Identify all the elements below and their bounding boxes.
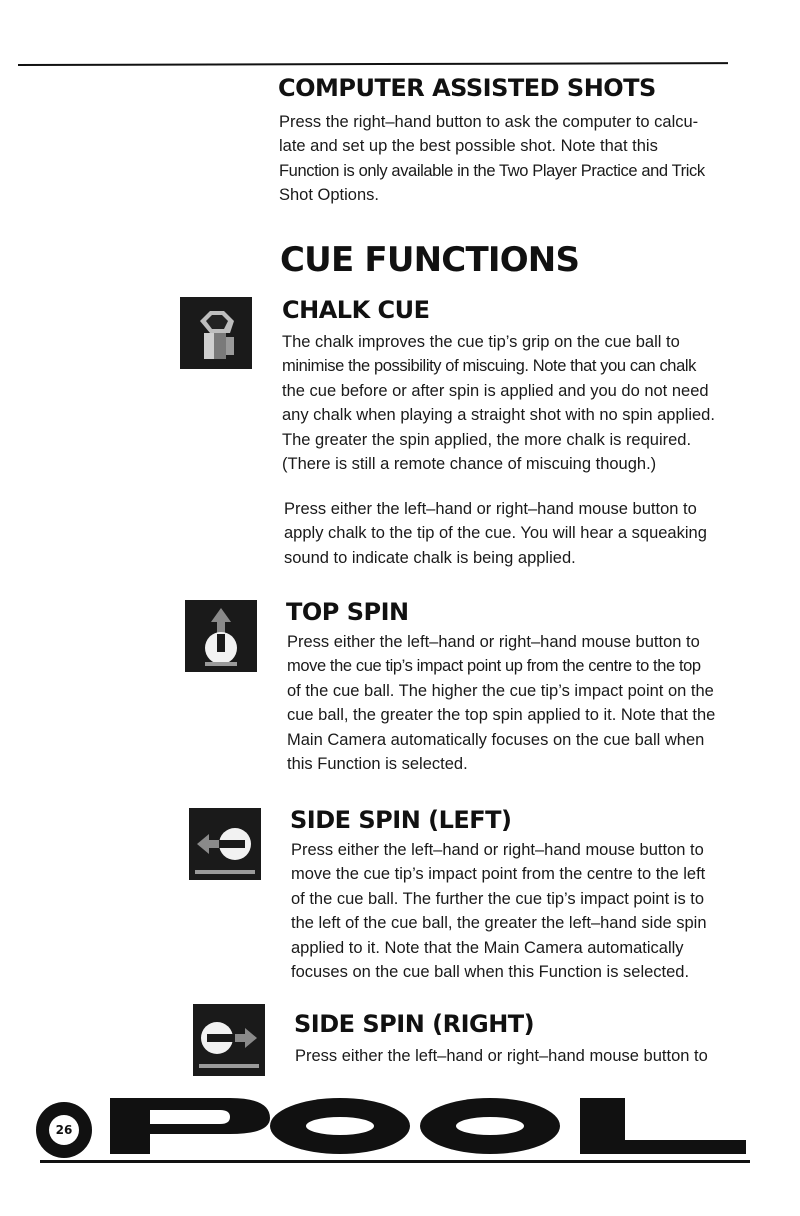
text-line: Press the right–hand button to ask the computer to calcu- bbox=[279, 113, 699, 131]
cue-functions-heading: CUE FUNCTIONS bbox=[280, 240, 580, 280]
page-number: 26 bbox=[49, 1115, 79, 1145]
top-spin-heading: TOP SPIN bbox=[286, 598, 409, 626]
text-line: sound to indicate chalk is being applied. bbox=[284, 548, 576, 567]
text-line: Press either the left–hand or right–hand mouse button to bbox=[295, 1047, 708, 1065]
text-line: Shot Options. bbox=[279, 186, 379, 205]
text-line: focuses on the cue ball when this Function is selected. bbox=[291, 963, 690, 982]
text-line: The chalk improves the cue tip’s grip on the cue ball to bbox=[282, 333, 680, 351]
text-line: (There is still a remote chance of miscuing though.) bbox=[282, 455, 657, 474]
text-line: move the cue tip’s impact point from the centre to the left bbox=[291, 865, 706, 884]
text-line: of the cue ball. The higher the cue tip’s impact point on the bbox=[287, 681, 714, 700]
text-line: the cue before or after spin is applied and you do not need bbox=[282, 381, 709, 400]
text-line: Press either the left–hand or right–hand mouse button to bbox=[287, 633, 700, 651]
top-spin-text bbox=[287, 630, 757, 776]
text-line: this Function is selected. bbox=[287, 755, 468, 774]
pool-logo bbox=[110, 1094, 750, 1158]
chalk-cue-text-1 bbox=[282, 330, 752, 476]
side-spin-left-text bbox=[291, 838, 761, 984]
side-spin-left-heading: SIDE SPIN (LEFT) bbox=[290, 806, 512, 834]
text-line: late and set up the best possible shot. Note that this bbox=[279, 137, 658, 156]
text-line: of the cue ball. The further the cue tip’s impact point is to bbox=[291, 889, 705, 908]
page-number-badge bbox=[36, 1102, 92, 1158]
side-spin-right-icon bbox=[193, 1004, 265, 1076]
text-line: Main Camera automatically focuses on the cue ball when bbox=[287, 730, 705, 749]
computer-assisted-text bbox=[279, 110, 749, 208]
text-line: Press either the left–hand or right–hand mouse button to bbox=[291, 841, 704, 859]
text-line: the left of the cue ball, the greater the left–hand side spin bbox=[291, 914, 707, 933]
chalk-cue-icon bbox=[180, 297, 252, 369]
text-line: Function is only available in the Two Player Practice and Trick bbox=[279, 161, 705, 180]
text-line: Press either the left–hand or right–hand mouse button to bbox=[284, 500, 697, 518]
side-spin-right-heading: SIDE SPIN (RIGHT) bbox=[294, 1010, 535, 1038]
text-line: any chalk when playing a straight shot with no spin applied. bbox=[282, 406, 715, 425]
chalk-cue-text-2 bbox=[284, 497, 754, 570]
top-rule bbox=[18, 62, 728, 66]
side-spin-left-icon bbox=[189, 808, 261, 880]
computer-assisted-heading: COMPUTER ASSISTED SHOTS bbox=[278, 74, 656, 102]
text-line: minimise the possibility of miscuing. Note that you can chalk bbox=[282, 357, 696, 376]
text-line: move the cue tip’s impact point up from the centre to the top bbox=[287, 657, 701, 676]
side-spin-right-text bbox=[295, 1044, 765, 1068]
text-line: cue ball, the greater the top spin applied to it. Note that the bbox=[287, 706, 716, 725]
footer-rule bbox=[40, 1160, 750, 1163]
chalk-cue-heading: CHALK CUE bbox=[282, 296, 430, 324]
text-line: The greater the spin applied, the more chalk is required. bbox=[282, 430, 692, 449]
top-spin-icon bbox=[185, 600, 257, 672]
text-line: apply chalk to the tip of the cue. You will hear a squeaking bbox=[284, 524, 707, 543]
text-line: applied to it. Note that the Main Camera automatically bbox=[291, 938, 684, 957]
